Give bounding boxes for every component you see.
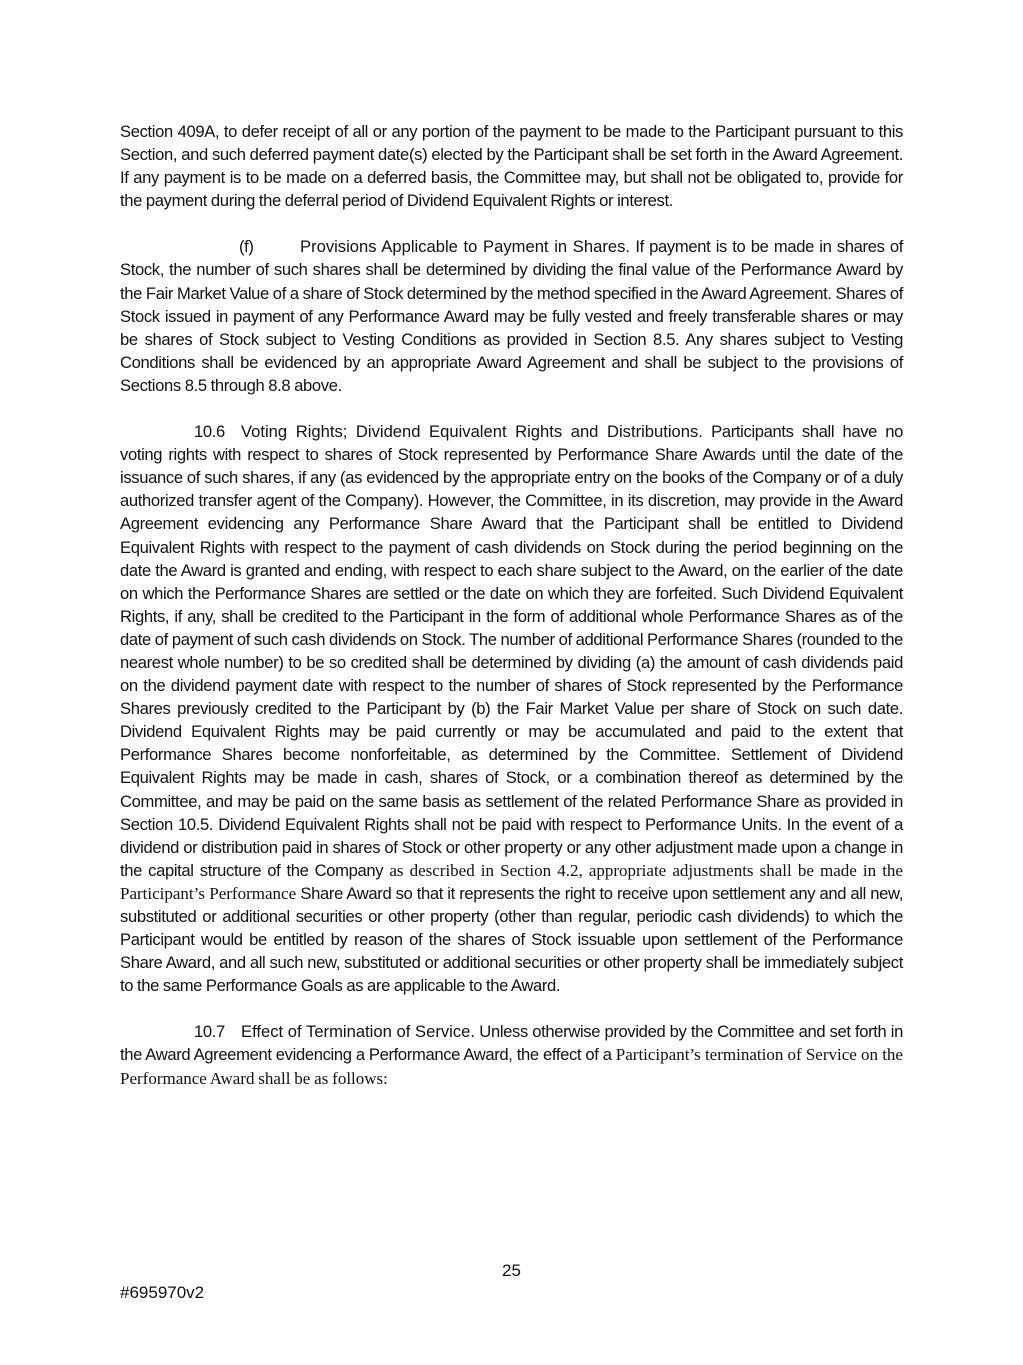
document-id: #695970v2 [120, 1283, 205, 1302]
paragraph-text-serif: Participant’s termination of Service on the Performance Award shall be as follows: [120, 1045, 903, 1088]
paragraph-text-serif: as described in Section 4.2, appropriate adjustments shall be made in the Participant’s Performance [120, 860, 903, 903]
paragraph-text: Share Award so that it represents the right to receive upon settlement any and all new, substituted or additional securities or other property (other than regular, periodic cash dividends) to which the Participant would be entitled by reason of the shares of Stock issuable upon settlement of the Performance Share Award, and all such new, substituted or additional securities or other property shall be immediately subject to the same Performance Goals as are applicable to the Award. [120, 883, 903, 996]
paragraph-section-409a [120, 120, 903, 212]
page-number: 25 [502, 1261, 521, 1280]
paragraph-text: Unless otherwise provided by the Committee and set forth in the Award Agreement evidencing a Performance Award, the effect of a [120, 1022, 903, 1065]
paragraph-10-7-termination [120, 1020, 903, 1089]
paragraph-text: If payment is to be made in shares of Stock, the number of such shares shall be determined by dividing the final value of the Performance Award by the Fair Market Value of a share of Stock determined by the method specified in the Award Agreement. Shares of Stock issued in payment of any Performance Award may be fully vested and freely transferable shares or may be shares of Stock subject to Vesting Conditions as provided in Section 8.5. Any shares subject to Vesting Conditions shall be evidenced by an appropriate Award Agreement and shall be subject to the provisions of Sections 8.5 through 8.8 above. [120, 237, 903, 395]
section-heading: Provisions Applicable to Payment in Shares. [300, 237, 630, 257]
section-heading: Voting Rights; Dividend Equivalent Rights and Distributions. [241, 422, 703, 442]
section-number: 10.6 [194, 422, 225, 442]
paragraph-text: Section 409A, to defer receipt of all or any portion of the payment to be made to the Participant pursuant to this Section, and such deferred payment date(s) elected by the Participant shall be set forth in the Award Agreement. If any payment is to be made on a deferred basis, the Committee may, but shall not be obligated to, provide for the payment during the deferral period of Dividend Equivalent Rights or interest. [120, 122, 903, 211]
paragraph-10-6-voting-rights [120, 420, 903, 997]
paragraph-text: Participants shall have no voting rights with respect to shares of Stock represented by Performance Share Awards until the date of the issuance of such shares, if any (as evidenced by the appropriate entry on the books of the Company or of a duly authorized transfer agent of the Company). However, the Committee, in its discretion, may provide in the Award Agreement evidencing any Performance Share Award that the Participant shall be entitled to Dividend Equivalent Rights with respect to the payment of cash dividends on Stock during the period beginning on the date the Award is granted and ending, with respect to each share subject to the Award, on the earlier of the date on which the Performance Shares are settled or the date on which they are forfeited. Such Dividend Equivalent Rights, if any, shall be credited to the Participant in the form of additional whole Performance Shares as of the date of payment of such cash dividends on Stock. The number of additional Performance Shares (rounded to the nearest whole number) to be so credited shall be determined by dividing (a) the amount of cash dividends paid on the dividend payment date with respect to the number of shares of Stock represented by the Performance Shares previously credited to the Participant by (b) the Fair Market Value per share of Stock on such date. Dividend Equivalent Rights may be paid currently or may be accumulated and paid to the extent that Performance Shares become nonforfeitable, as determined by the Committee. Settlement of Dividend Equivalent Rights may be made in cash, shares of Stock, or a combination thereof as determined by the Committee, and may be paid on the same basis as settlement of the related Performance Share as provided in Section 10.5. Dividend Equivalent Rights shall not be paid with respect to Performance Units. In the event of a dividend or distribution paid in shares of Stock or other property or any other adjustment made upon a change in the capital structure of the Company [120, 422, 904, 880]
section-number: (f) [239, 237, 254, 257]
section-number: 10.7 [194, 1022, 225, 1042]
document-body [120, 120, 903, 1090]
paragraph-f-payment-in-shares [120, 235, 903, 397]
section-heading: Effect of Termination of Service. [241, 1022, 475, 1042]
